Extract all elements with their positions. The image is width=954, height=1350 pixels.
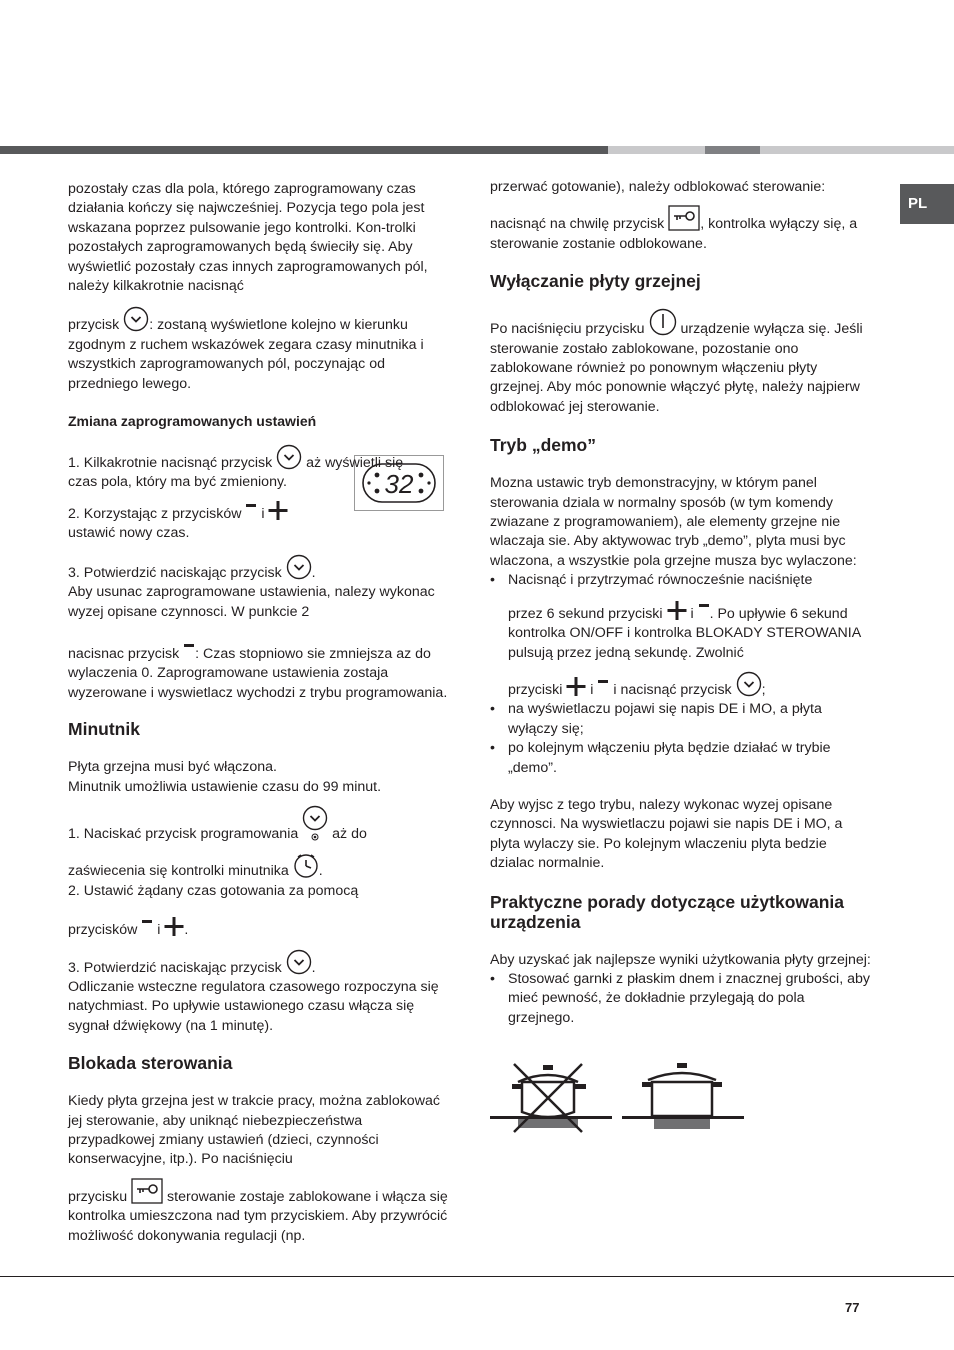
language-tab: PL bbox=[900, 184, 954, 224]
header-bar-light-2 bbox=[760, 146, 954, 154]
demo-b1-i: i bbox=[690, 605, 694, 622]
clock-button-icon bbox=[286, 949, 312, 975]
demo-paragraph: Mozna ustawic tryb demonstracyjny, w którym panel sterowania dziala w normalny sposób (w tym komendy zwiazane z programowaniem), ale elementy grzejne nie wlaczaja sie. Aby aktywowac tryb „demo”, plyta musi byc wlaczona, a wszystkie pola grzejne musza byc wylaczone: bbox=[490, 475, 857, 569]
porady-paragraph: Aby uzyskać jak najlepsze wyniki użytkowania płyty grzejnej: bbox=[490, 951, 871, 968]
minutnik-step-1-cont bbox=[68, 852, 448, 881]
step-2 bbox=[68, 501, 448, 544]
demo-b1-e: i nacisnąć przycisk bbox=[613, 681, 732, 698]
blokada-p2 bbox=[68, 1178, 448, 1246]
step-1-b: aż wyświetli się czas pola, który ma być zmieniony. bbox=[68, 455, 404, 491]
minutnik-step-1-c: zaświecenia się kontrolki minutnika bbox=[68, 863, 289, 880]
minus-icon bbox=[698, 601, 710, 621]
footer-rule bbox=[0, 1276, 954, 1277]
minutnik-paragraph: Odliczanie wsteczne regulatora czasowego rozpoczyna się natychmiast. Po upływie ustawionego czasu włącza się sygnał dźwiękowy (na 1 minutę). bbox=[68, 978, 439, 1034]
timer-icon bbox=[293, 852, 319, 878]
minutnik-step-1-a: 1. Naciskać przycisk programowania bbox=[68, 825, 299, 842]
step-2-b: ustawić nowy czas. bbox=[68, 525, 190, 542]
left-column bbox=[68, 180, 448, 1246]
step-3-a: 3. Potwierdzić naciskając przycisk bbox=[68, 564, 282, 581]
demo-paragraph-2: Aby wyjsc z tego trybu, nalezy wykonac wyzej opisane czynnosci. Na wyswietlaczu pojawi sie napis DE i MO, a plyta wylaczy sie. Po kolejnym wlaczeniu plyta bedzie dzialac normalnie. bbox=[490, 796, 843, 872]
blokada-p1: Kiedy płyta grzejna jest w trakcie pracy, można zablokować jej sterowanie, aby uniknąć niebezpieczeństwa przypadkowej zmiany ustawień (dzieci, czynności konserwacyjne, itp.). Po naciśnięciu bbox=[68, 1093, 440, 1168]
left-p4-b: : Czas stopniowo sie zmniejsza az do wylaczenia 0. Zaprogramowane ustawienia zostaja wyzerowane i wyswietlacz wychodzi z trybu programowania. bbox=[68, 645, 448, 701]
minutnik-line-2: Minutnik umożliwia ustawienie czasu do 99 minut. bbox=[68, 778, 382, 795]
power-button-icon bbox=[649, 308, 677, 336]
step-1 bbox=[68, 444, 433, 493]
minutnik-step-3-a: 3. Potwierdzić naciskając przycisk bbox=[68, 959, 282, 976]
minutnik-step-1-b: aż do bbox=[332, 825, 367, 842]
minutnik-step-3-b: . bbox=[311, 959, 316, 976]
minutnik-step-1 bbox=[68, 805, 448, 844]
left-p4 bbox=[68, 641, 448, 703]
right-p2-b: , kontrolka wyłączy się, a sterowanie zostanie odblokowane. bbox=[490, 216, 858, 252]
demo-list-item-3: • po kolejnym włączeniu płyta będzie działać w trybie „demo”. bbox=[490, 739, 872, 778]
step-1-a: 1. Kilkakrotnie nacisnąć przycisk bbox=[68, 455, 273, 472]
demo-title: Tryb „demo” bbox=[490, 435, 596, 456]
left-p2-b: : zostaną wyświetlone kolejno w kierunku zgodnym z ruchem wskazówek zegara czasy minutnika i wszystkich zaprogramowanych pól, poczynając od przedniego lewego. bbox=[68, 317, 424, 392]
left-p4-a: nacisnac przycisk bbox=[68, 645, 180, 662]
demo-b1-a: Nacisnąć i przytrzymać równocześnie naciśnięte bbox=[508, 572, 813, 589]
header-bar-dark bbox=[0, 146, 608, 154]
minutnik-step-2-c: . bbox=[184, 922, 189, 939]
off-paragraph-a: Po naciśnięciu przycisku bbox=[490, 321, 645, 338]
minus-icon bbox=[141, 917, 153, 937]
porady-title: Praktyczne porady dotyczące użytkowania urządzenia bbox=[490, 891, 845, 932]
clock-button-icon bbox=[123, 306, 149, 332]
plus-icon bbox=[164, 917, 184, 937]
minutnik-step-1-d: . bbox=[318, 863, 323, 880]
off-paragraph-b: urządzenie wyłącza się. Jeśli sterowanie zostało zablokowane, pozostanie ono zablokowane również po ponownym włączeniu płyty grzejnej. Aby móc ponownie włączyć płytę, należy najpierw odblokować jej sterowanie. bbox=[490, 321, 863, 415]
off-paragraph bbox=[490, 308, 872, 417]
clock-button-icon bbox=[276, 444, 302, 470]
clock-button-icon bbox=[286, 554, 312, 580]
blokada-p2-a: przycisku bbox=[68, 1188, 128, 1205]
pot-wrong-illustration bbox=[490, 1060, 612, 1136]
off-title: Wyłączanie płyty grzejnej bbox=[490, 271, 701, 292]
key-lock-icon bbox=[668, 205, 700, 231]
minus-icon bbox=[245, 501, 257, 521]
right-p2 bbox=[490, 205, 872, 254]
minutnik-step-2: 2. Ustawić żądany czas gotowania za pomocą bbox=[68, 882, 359, 899]
step-2-a: 2. Korzystając z przycisków bbox=[68, 505, 242, 522]
minutnik-step-2-cont bbox=[68, 917, 448, 940]
demo-b1-f: ; bbox=[761, 681, 766, 698]
minutnik-line-1: Płyta grzejna musi być włączona. bbox=[68, 759, 277, 776]
demo-list-item-2: • na wyświetlaczu pojawi się napis DE i MO, a płyta wyłączy się; bbox=[490, 700, 872, 739]
plus-icon bbox=[667, 601, 687, 621]
plus-icon bbox=[566, 677, 586, 697]
subsection-title: Zmiana zaprogramowanych ustawień bbox=[68, 413, 317, 430]
demo-b1-b: przez 6 sekund przyciski bbox=[508, 605, 663, 622]
demo-b1-d: przyciski bbox=[508, 681, 563, 698]
minutnik-step-3 bbox=[68, 949, 448, 978]
left-p3: Aby usunac zaprogramowane ustawienia, nalezy wykonac wyzej opisane czynnosci. W punkcie 2 bbox=[68, 584, 435, 620]
step-2-i: i bbox=[261, 505, 265, 522]
right-p1: przerwać gotowanie), należy odblokować sterowanie: bbox=[490, 179, 826, 195]
minutnik-step-2-b: przycisków bbox=[68, 922, 138, 939]
demo-list-item-1 bbox=[490, 571, 872, 700]
demo-b1-line3 bbox=[508, 671, 872, 700]
blokada-title: Blokada sterowania bbox=[68, 1053, 233, 1074]
demo-list bbox=[490, 571, 872, 778]
header-bar-light bbox=[608, 146, 705, 154]
minutnik-step-2-i: i bbox=[157, 922, 161, 939]
page-number: 77 bbox=[845, 1300, 860, 1315]
key-lock-icon bbox=[131, 1178, 163, 1204]
porady-list bbox=[490, 970, 872, 1028]
left-p2 bbox=[68, 306, 448, 394]
blokada-p2-b: sterowanie zostaje zablokowane i włącza się kontrolka umieszczona nad tym przyciskiem. Aby przywrócić możliwość dokonywania regulacji (np. bbox=[68, 1188, 448, 1244]
left-p2-a: przycisk bbox=[68, 317, 120, 334]
minus-icon bbox=[183, 641, 195, 661]
plus-icon bbox=[268, 501, 288, 521]
step-3-b: . bbox=[311, 564, 316, 581]
minus-icon bbox=[597, 677, 609, 697]
porady-list-item-1: • Stosować garnki z płaskim dnem i znacznej grubości, aby mieć pewność, że dokładnie przylegają do pola grzejnego. bbox=[490, 970, 872, 1028]
pot-correct-illustration bbox=[622, 1060, 744, 1136]
clock-button-icon bbox=[736, 671, 762, 697]
minutnik-title: Minutnik bbox=[68, 719, 140, 740]
right-p2-a: nacisnąć na chwilę przycisk bbox=[490, 216, 665, 233]
demo-b1-c: . Po upływie 6 sekund kontrolka ON/OFF i kontrolka BLOKADY STEROWANIA pulsują przez jedną sekundę. Zwolnić bbox=[508, 605, 861, 661]
display-value: 32 bbox=[384, 469, 414, 499]
right-column bbox=[490, 178, 872, 1028]
left-p1: pozostały czas dla pola, którego zaprogramowany czas działania kończy się najwcześniej. Pozycja tego pola jest wskazana poprzez pulsowanie jego kontrolki. Kon-trolki pozostałych zaprogramowanych będą świeciły się. Aby wyświetlić pozostały czas innych zaprogramowanych pól, należy kilkakrotnie nacisnąć bbox=[68, 181, 428, 295]
clock-button-icon bbox=[302, 805, 328, 841]
step-3 bbox=[68, 554, 448, 583]
demo-b1-line2 bbox=[508, 601, 872, 663]
header-bar-dark-2 bbox=[705, 146, 760, 154]
demo-b1-i2: i bbox=[590, 681, 594, 698]
